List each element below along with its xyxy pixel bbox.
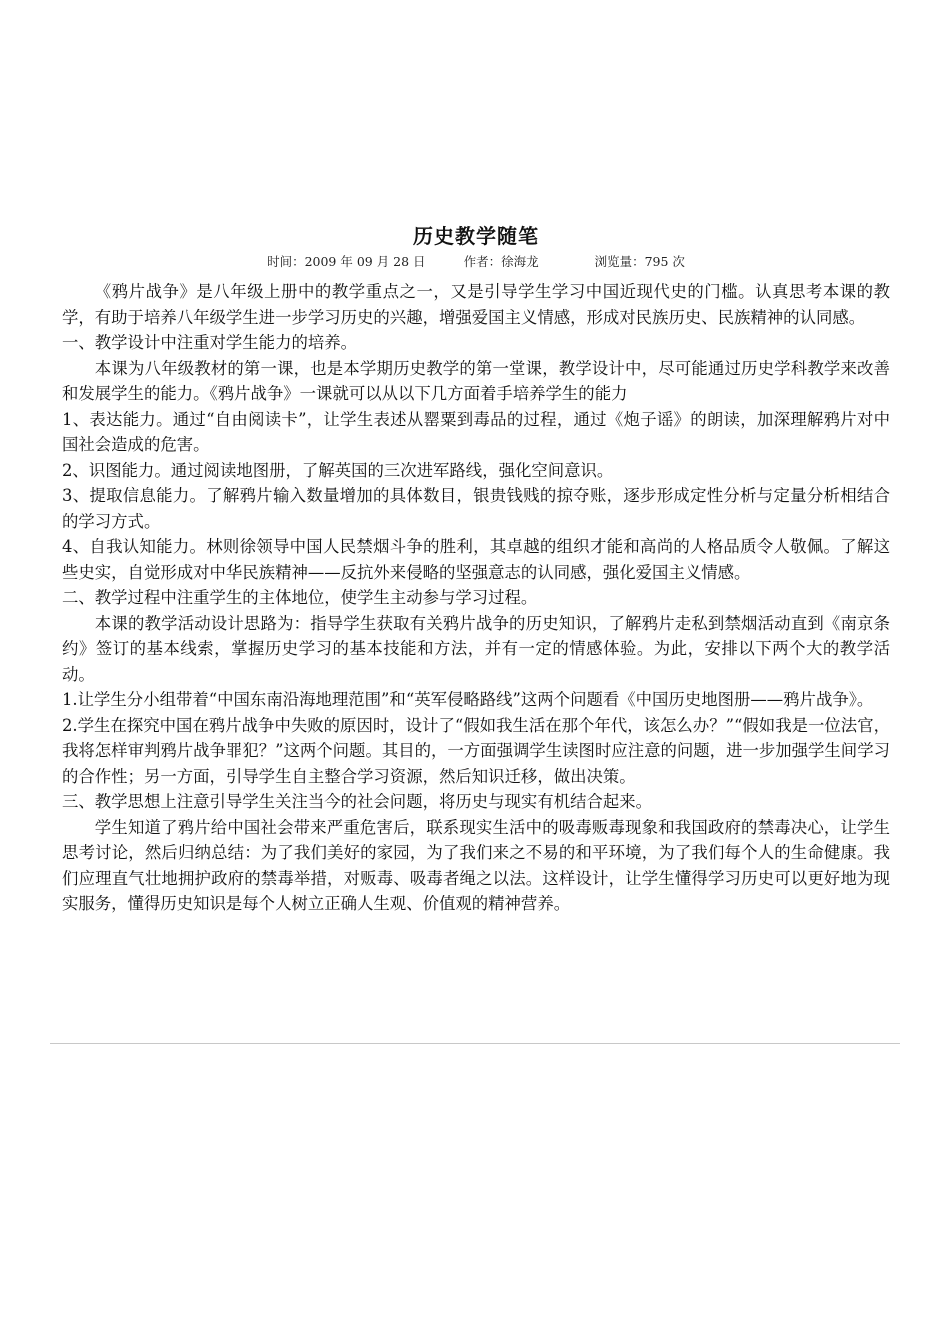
list-item: 2.学生在探究中国在鸦片战争中失败的原因时，设计了“假如我生活在那个年代，该怎么办？”“假如我是一位法官，我将怎样审判鸦片战争罪犯？”这两个问题。其目的，一方面强调学生读图时应注意的问题，进一步加强学生间学习的合作性；另一方面，引导学生自主整合学习资源，然后知识迁移，做出决策。 [62,715,890,786]
article-meta [62,253,890,271]
list-item: 3、提取信息能力。了解鸦片输入数量增加的具体数目，银贵钱贱的掠夺账，逐步形成定性分析与定量分析相结合的学习方式。 [62,486,890,531]
section-heading-1: 一、教学设计中注重对学生能力的培养。 [62,333,358,352]
article-title: 历史教学随笔 [413,224,539,248]
author: 作者：徐海龙 [463,254,539,269]
divider [50,1043,900,1044]
list-item: 1、表达能力。通过“自由阅读卡”，让学生表述从罂粟到毒品的过程，通过《炮子谣》的朗读，加深理解鸦片对中国社会造成的危害。 [62,409,890,454]
article [62,222,890,917]
paragraph-intro: 《鸦片战争》是八年级上册中的教学重点之一，又是引导学生学习中国近现代史的门槛。认真思考本课的教学，有助于培养八年级学生进一步学习历史的兴趣，增强爱国主义情感，形成对民族历史、民族精神的认同感。 [62,282,890,327]
paragraph: 本课为八年级教材的第一课，也是本学期历史教学的第一堂课，教学设计中，尽可能通过历史学科教学来改善和发展学生的能力。《鸦片战争》一课就可以从以下几方面着手培养学生的能力 [62,358,890,403]
list-item: 4、自我认知能力。林则徐领导中国人民禁烟斗争的胜利，其卓越的组织才能和高尚的人格品质令人敬佩。了解这些史实，自觉形成对中华民族精神——反抗外来侵略的坚强意志的认同感，强化爱国主义情感。 [62,537,890,582]
list-item: 2、识图能力。通过阅读地图册，了解英国的三次进军路线，强化空间意识。 [62,460,614,480]
publish-time: 时间：2009 年 09 月 28 日 [267,254,426,269]
section-heading-3: 三、教学思想上注意引导学生关注当今的社会问题，将历史与现实有机结合起来。 [62,792,653,811]
paragraph: 学生知道了鸦片给中国社会带来严重危害后，联系现实生活中的吸毒贩毒现象和我国政府的禁毒决心，让学生思考讨论，然后归纳总结：为了我们美好的家园，为了我们来之不易的和平环境，为了我们每个人的生命健康。我们应理直气壮地拥护政府的禁毒举措，对贩毒、吸毒者绳之以法。这样设计，让学生懂得学习历史可以更好地为现实服务，懂得历史知识是每个人树立正确人生观、价值观的精神营养。 [62,817,890,913]
view-count: 浏览量：795 次 [594,254,685,269]
section-heading-2: 二、教学过程中注重学生的主体地位，使学生主动参与学习过程。 [62,588,538,607]
article-body [62,279,890,917]
paragraph: 本课的教学活动设计思路为：指导学生获取有关鸦片战争的历史知识，了解鸦片走私到禁烟活动直到《南京条约》签订的基本线索，掌握历史学习的基本技能和方法，并有一定的情感体验。为此，安排以下两个大的教学活动。 [62,613,890,684]
list-item: 1.让学生分小组带着“中国东南沿海地理范围”和“英军侵略路线”这两个问题看《中国历史地图册——鸦片战争》。 [62,690,874,709]
